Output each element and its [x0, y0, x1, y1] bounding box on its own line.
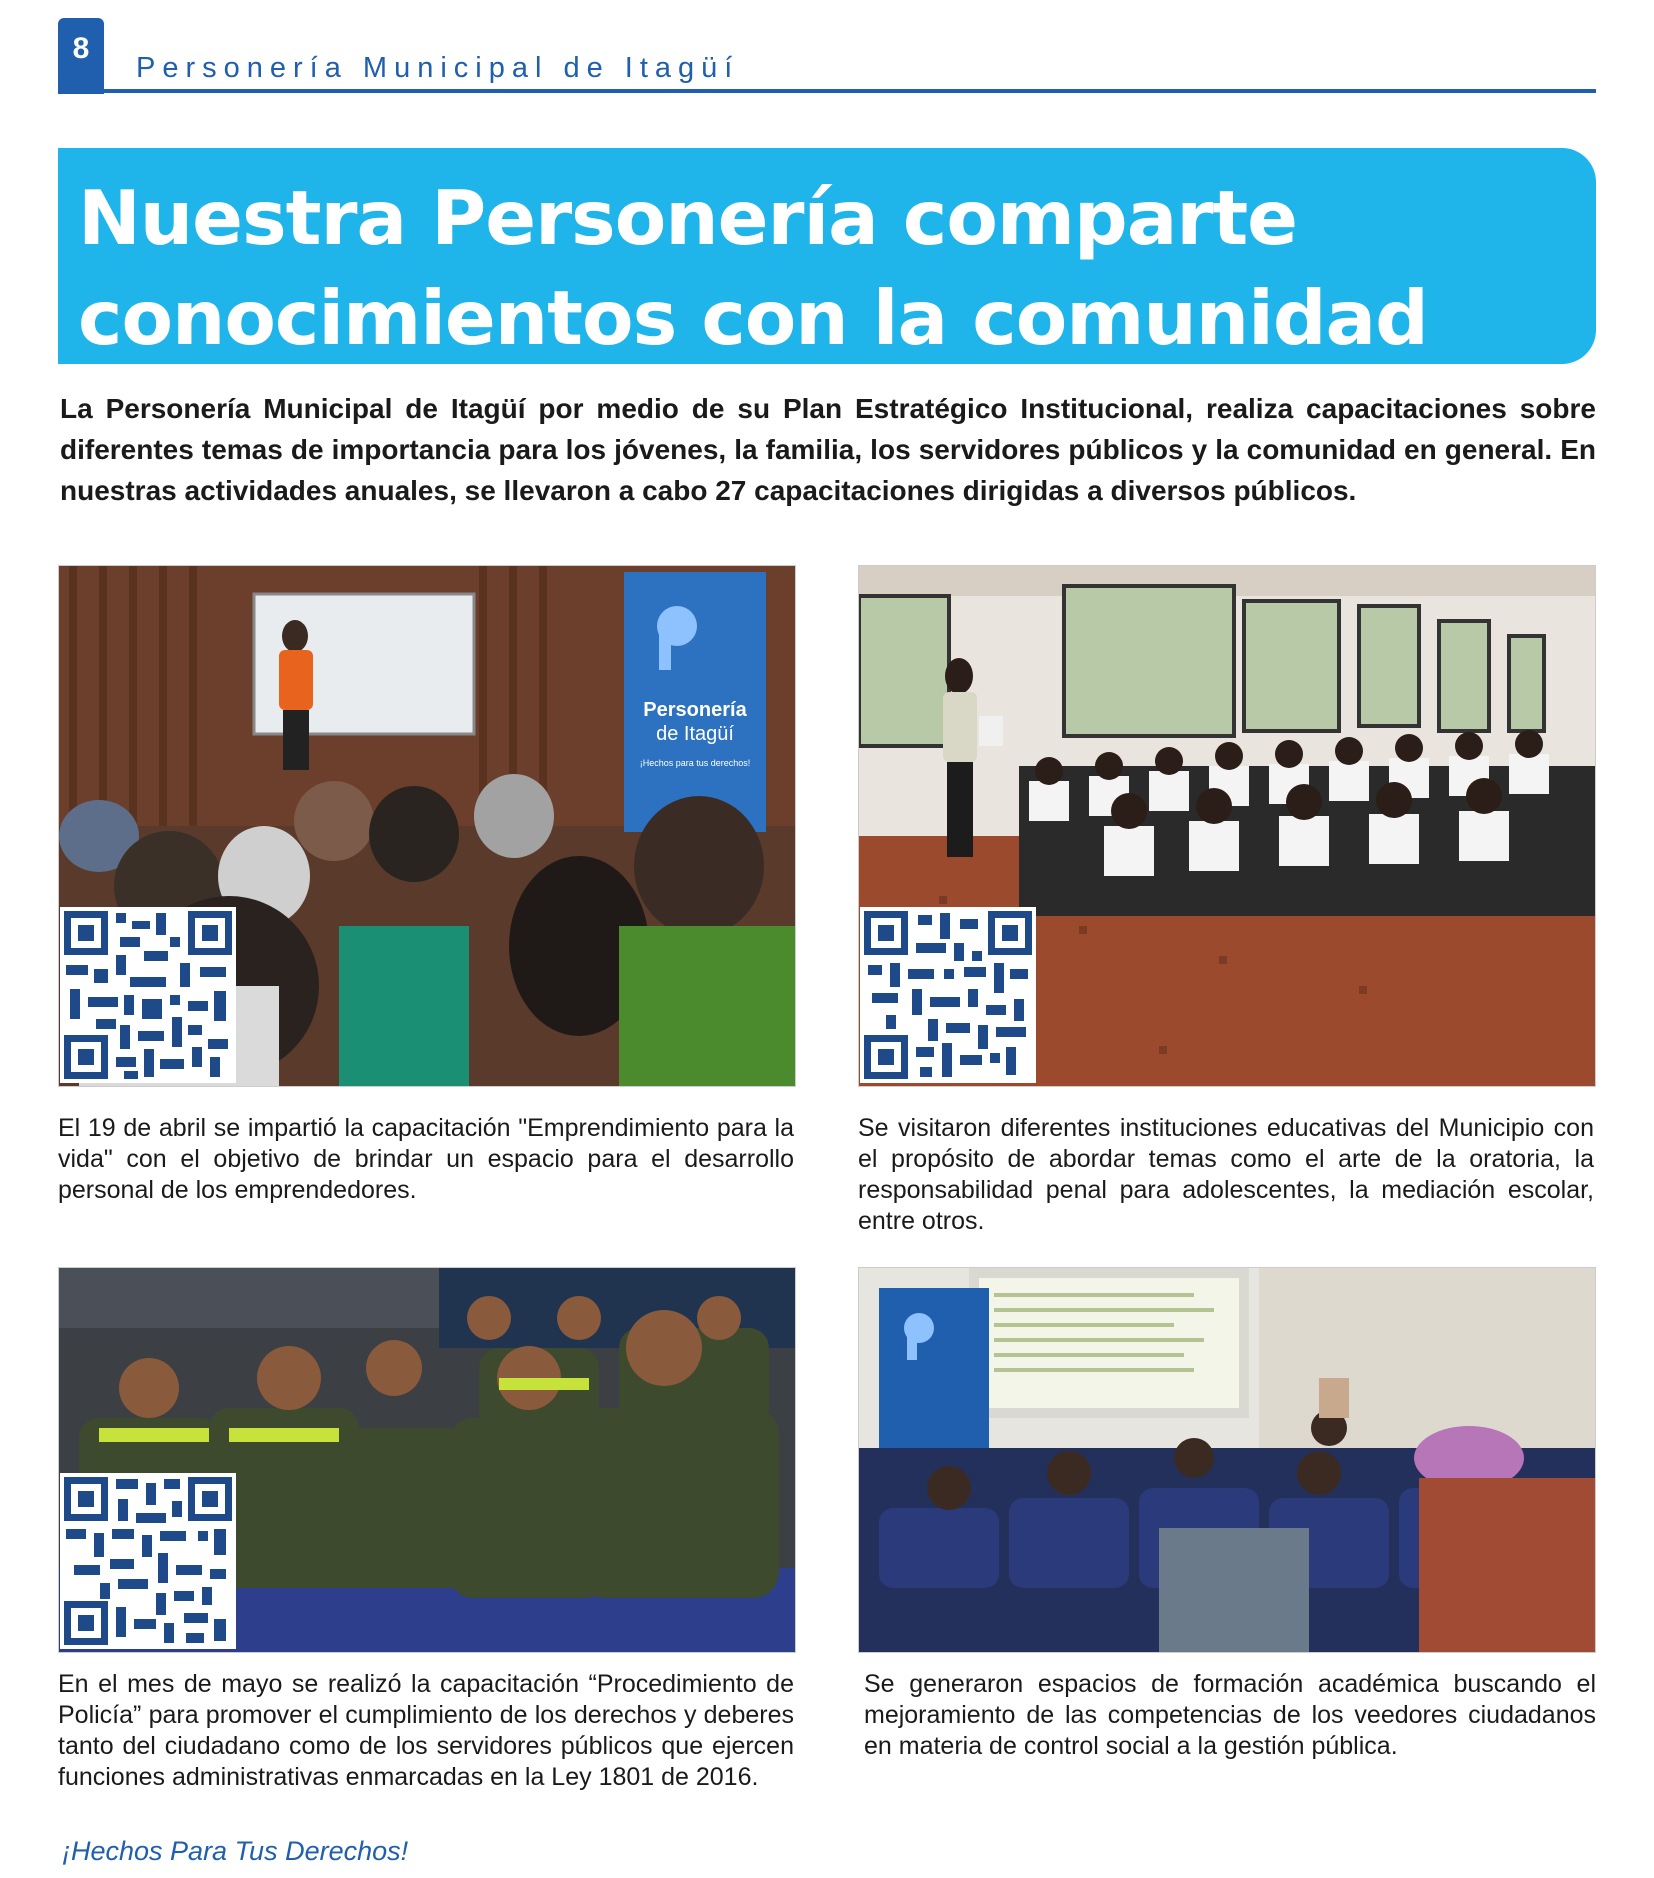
publication-name: Personería Municipal de Itagüí — [136, 52, 740, 84]
caption-instituciones-educativas: Se visitaron diferentes instituciones educativas del Municipio con el propósito de abordar temas como el arte de la oratoria, la responsabilidad penal para adolescentes, la mediación escolar, entre otros. — [858, 1114, 1594, 1235]
qr-code-icon — [60, 907, 236, 1083]
qr-code-1[interactable] — [60, 907, 236, 1083]
sign-tagline: ¡Hechos para tus derechos! — [639, 758, 751, 768]
caption-procedimiento-policia: En el mes de mayo se realizó la capacitación “Procedimiento de Policía” para promover el cumplimiento de los derechos y deberes tanto del ciudadano como de los servidores públicos que ejercen funciones administrativas enmarcadas en la Ley 1801 de 2016. — [58, 1670, 794, 1791]
qr-code-3[interactable] — [60, 1473, 236, 1649]
sign-brand-line2: de Itagüí — [656, 723, 734, 745]
caption-veedores-ciudadanos: Se generaron espacios de formación académica buscando el mejoramiento de las competencias de los veedores ciudadanos en materia de control social a la gestión pública. — [864, 1670, 1596, 1760]
intro-paragraph: La Personería Municipal de Itagüí por medio de su Plan Estratégico Institucional, realiza capacitaciones sobre diferentes temas de importancia para los jóvenes, la familia, los servidores públicos y la comunidad en general. En nuestras actividades anuales, se llevaron a cabo 27 capacitaciones dirigidas a diversos públicos. — [60, 393, 1596, 506]
caption-emprendimiento: El 19 de abril se impartió la capacitación "Emprendimiento para la vida" con el objetivo de brindar un espacio para el desarrollo personal de los emprendedores. — [58, 1114, 794, 1204]
page-number: 8 — [72, 32, 90, 65]
qr-code-icon — [860, 907, 1036, 1083]
photo-veedores-ciudadanos — [858, 1267, 1596, 1653]
page-title: Nuestra Personería comparte conocimientos con la comunidad — [78, 174, 1428, 362]
footer-slogan: ¡Hechos Para Tus Derechos! — [62, 1836, 409, 1866]
header-divider — [58, 89, 1596, 93]
qr-code-icon — [60, 1473, 236, 1649]
sign-brand-line1: Personería — [643, 699, 747, 721]
qr-code-2[interactable] — [860, 907, 1036, 1083]
